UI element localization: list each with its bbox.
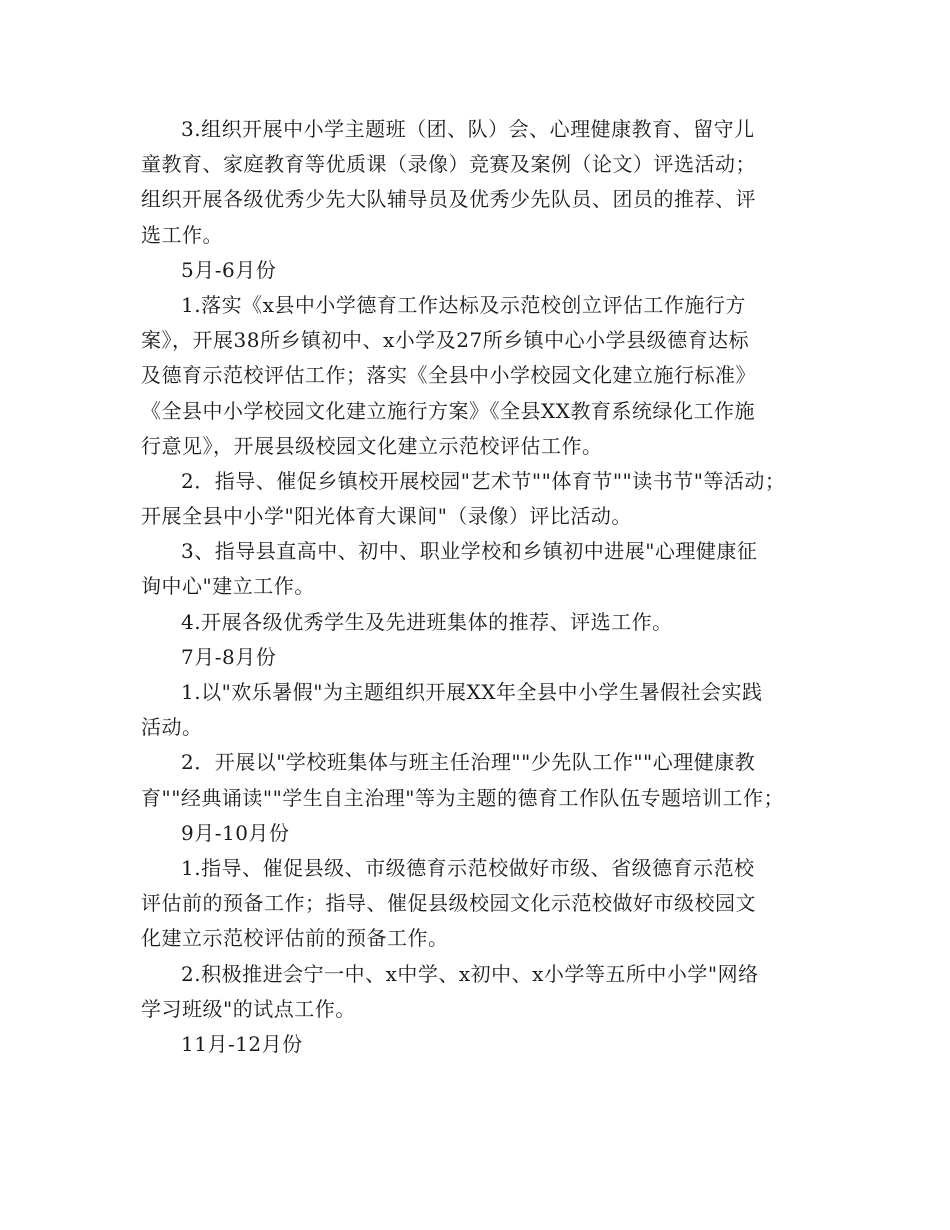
- text-line: 5月-6月份: [181, 257, 277, 282]
- text-line: 11月-12月份: [181, 1031, 303, 1056]
- text-line: 2.积极推进会宁一中、x中学、x初中、x小学等五所中小学"网络: [181, 961, 759, 986]
- text-line: 选工作。: [141, 222, 223, 247]
- text-line: 开展全县中小学"阳光体育大课间"（录像）评比活动。: [141, 504, 632, 529]
- text-line: 3、指导县直高中、初中、职业学校和乡镇初中进展"心理健康征: [181, 539, 758, 564]
- text-line: 行意见》，开展县级校园文化建立示范校评估工作。: [141, 433, 603, 458]
- text-line: 童教育、家庭教育等优质课（录像）竞赛及案例（论文）评选活动；: [141, 152, 756, 177]
- text-line: 《全县中小学校园文化建立施行方案》《全县XX教育系统绿化工作施: [141, 398, 755, 423]
- text-line: 1.指导、催促县级、市级德育示范校做好市级、省级德育示范校: [181, 855, 755, 880]
- document-page: [0, 112, 950, 1062]
- text-line: 7月-8月份: [181, 644, 277, 669]
- text-line: 2．开展以"学校班集体与班主任治理""少先队工作""心理健康教: [181, 750, 756, 775]
- text-line: 学习班级"的试点工作。: [141, 996, 356, 1021]
- text-line: 化建立示范校评估前的预备工作。: [141, 926, 449, 951]
- text-line: 2．指导、催促乡镇校开展校园"艺术节""体育节""读书节"等活动；: [181, 468, 786, 493]
- text-line: 组织开展各级优秀少先大队辅导员及优秀少先队员、团员的推荐、评: [141, 187, 756, 212]
- text-line: 1.落实《x县中小学德育工作达标及示范校创立评估工作施行方: [181, 292, 746, 317]
- text-line: 询中心"建立工作。: [141, 574, 315, 599]
- text-line: 3.组织开展中小学主题班（团、队）会、心理健康教育、留守儿: [181, 117, 755, 141]
- text-line: 评估前的预备工作；指导、催促县级校园文化示范校做好市级校园文: [141, 891, 756, 916]
- text-line: 9月-10月份: [181, 820, 290, 845]
- text-line: 1.以"欢乐暑假"为主题组织开展XX年全县中小学生暑假社会实践: [181, 680, 763, 704]
- text-line: 育""经典诵读""学生自主治理"等为主题的德育工作队伍专题培训工作；: [141, 785, 784, 810]
- text-line: 案》，开展38所乡镇初中、x小学及27所乡镇中心小学县级德育达标: [141, 328, 750, 353]
- text-line: 4.开展各级优秀学生及先进班集体的推荐、评选工作。: [181, 609, 673, 634]
- text-line: 及德育示范校评估工作；落实《全县中小学校园文化建立施行标准》: [141, 363, 756, 388]
- text-line: 活动。: [141, 715, 203, 740]
